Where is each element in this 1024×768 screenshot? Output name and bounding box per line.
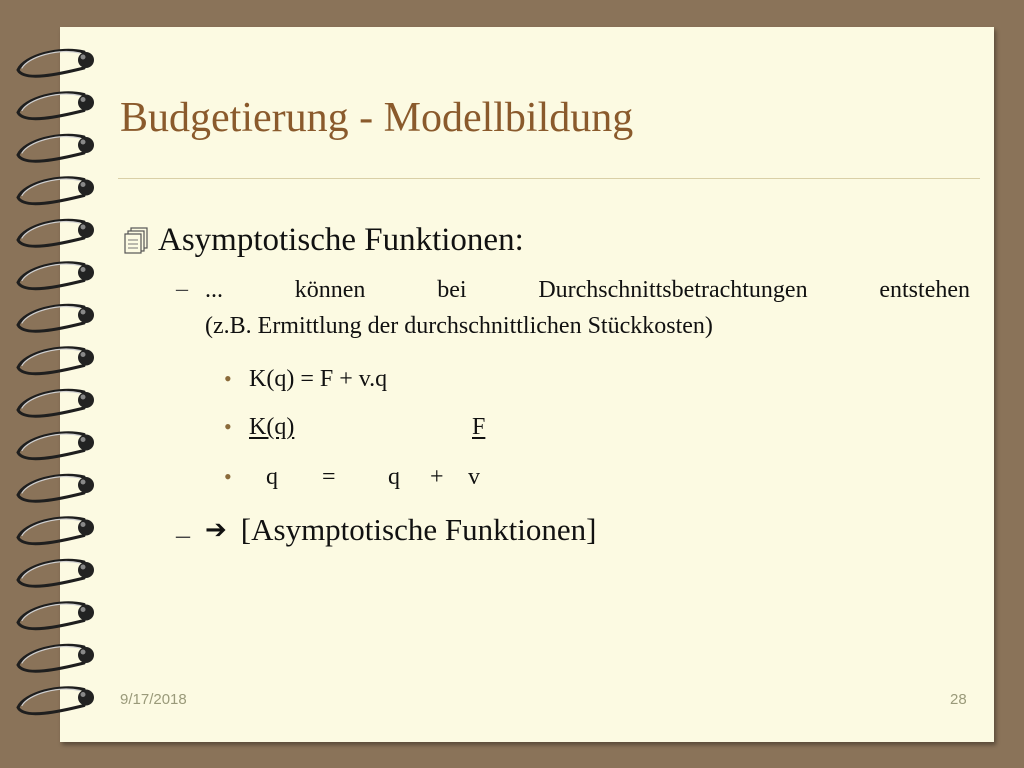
formula-variable-v: v <box>468 464 480 490</box>
spiral-ring <box>18 645 94 671</box>
spiral-ring <box>18 263 94 289</box>
spiral-ring <box>18 603 94 629</box>
sub-bullet-line-2: (z.B. Ermittlung der durchschnittlichen Stückkosten) <box>205 313 713 339</box>
bullet-dot: • <box>224 464 232 489</box>
spiral-ring <box>18 433 94 459</box>
spiral-ring <box>18 305 94 331</box>
spiral-ring <box>18 560 94 586</box>
word: entstehen <box>879 277 970 303</box>
spiral-ring <box>18 390 94 416</box>
sub-bullet-link <box>205 512 596 548</box>
word: Durchschnittsbetrachtungen <box>538 277 808 303</box>
sub-bullet-line-1 <box>205 272 970 308</box>
word: können <box>294 277 366 303</box>
bullet-item <box>124 220 524 260</box>
sub-bullet-paragraph <box>205 272 970 344</box>
bullet-text: Asymptotische Funktionen: <box>158 221 524 258</box>
spiral-ring <box>18 475 94 501</box>
footer-page-number: 28 <box>950 691 967 708</box>
spiral-ring <box>18 50 94 76</box>
spiral-ring <box>18 93 94 119</box>
notepad-bullet-icon <box>124 226 150 254</box>
formula-equals-sign: = <box>322 464 336 490</box>
formula-denominator-q: q <box>266 464 278 490</box>
spiral-ring <box>18 135 94 161</box>
footer-date: 9/17/2018 <box>120 691 187 708</box>
formula-cost-function: K(q) = F + v.q <box>249 366 388 392</box>
sub-bullet-dash: – <box>176 276 188 302</box>
spiral-ring <box>18 178 94 204</box>
title-divider <box>118 178 980 179</box>
formula-plus-sign: + <box>430 464 444 490</box>
bullet-dot: • <box>224 414 232 439</box>
word: ... <box>205 277 223 303</box>
formula-numerator-right: F <box>472 414 486 440</box>
spiral-ring <box>18 518 94 544</box>
sub-bullet-link-text: [Asymptotische Funktionen] <box>240 512 597 547</box>
slide-title: Budgetierung - Modellbildung <box>120 95 634 141</box>
spiral-ring <box>18 220 94 246</box>
word: bei <box>437 277 467 303</box>
sub-bullet-dash: – <box>176 520 190 551</box>
formula-numerator-left: K(q) <box>249 414 295 440</box>
bullet-dot: • <box>224 366 232 391</box>
formula-denominator-q: q <box>388 464 400 490</box>
arrow-right-icon: ➔ <box>205 515 227 545</box>
spiral-binding-icon <box>0 0 110 768</box>
spiral-ring <box>18 348 94 374</box>
spiral-ring <box>18 688 94 714</box>
